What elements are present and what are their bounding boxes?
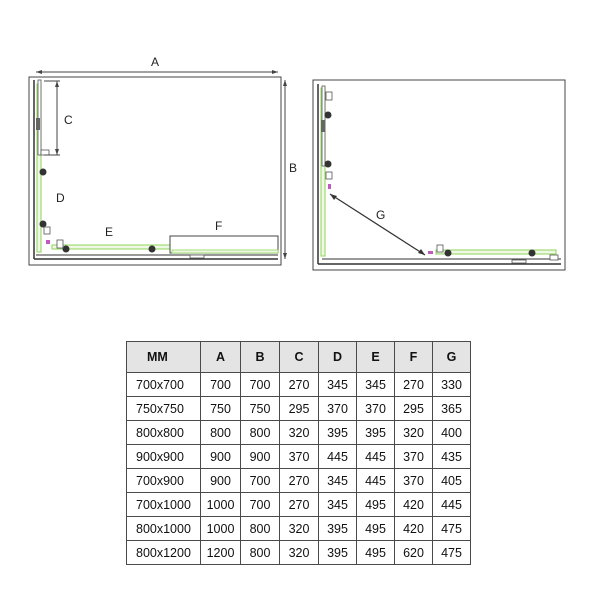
header-e: E — [357, 342, 395, 373]
header-d: D — [319, 342, 357, 373]
roller-left-1 — [40, 169, 47, 176]
cell-g: 475 — [433, 541, 471, 565]
hinge-block-top — [36, 118, 40, 130]
cell-g: 445 — [433, 493, 471, 517]
floor-clip — [190, 255, 204, 258]
dim-g-line — [330, 194, 425, 255]
dim-b-label: B — [289, 161, 298, 175]
cell-d: 345 — [319, 493, 357, 517]
table-row — [127, 541, 471, 565]
right-floor-clip — [512, 260, 526, 263]
table-row — [127, 517, 471, 541]
cell-g: 400 — [433, 421, 471, 445]
cell-size: 800x800 — [127, 421, 201, 445]
cell-a: 900 — [201, 445, 241, 469]
right-end-profile — [550, 255, 558, 260]
cell-a: 900 — [201, 469, 241, 493]
header-g: G — [433, 342, 471, 373]
cell-a: 1000 — [201, 517, 241, 541]
table-row — [127, 445, 471, 469]
dim-a-label: A — [151, 55, 160, 69]
cell-e: 495 — [357, 493, 395, 517]
cell-a: 750 — [201, 397, 241, 421]
cell-c: 320 — [280, 421, 319, 445]
cell-c: 370 — [280, 445, 319, 469]
header-b: B — [241, 342, 280, 373]
cell-size: 900x900 — [127, 445, 201, 469]
cell-size: 700x700 — [127, 373, 201, 397]
dim-c-arrow-top — [55, 81, 59, 87]
dim-c-label: C — [64, 113, 73, 127]
cell-g: 435 — [433, 445, 471, 469]
cell-e: 345 — [357, 373, 395, 397]
cell-f: 370 — [395, 469, 433, 493]
cell-c: 320 — [280, 517, 319, 541]
table-body — [127, 373, 471, 565]
cell-d: 345 — [319, 469, 357, 493]
cell-c: 270 — [280, 469, 319, 493]
dim-g-arrow-end — [418, 249, 425, 255]
right-roller-1 — [325, 112, 332, 119]
dim-f-label: F — [215, 219, 223, 233]
left-wall-profile — [38, 80, 41, 155]
header-mm: MM — [127, 342, 201, 373]
cell-b: 800 — [241, 517, 280, 541]
cell-f: 270 — [395, 373, 433, 397]
cell-g: 365 — [433, 397, 471, 421]
cell-d: 345 — [319, 373, 357, 397]
cell-size: 800x1200 — [127, 541, 201, 565]
pink-marker — [46, 240, 50, 244]
room-outline-right — [313, 80, 565, 270]
dim-d-label: D — [56, 191, 65, 205]
cell-e: 495 — [357, 517, 395, 541]
cell-f: 295 — [395, 397, 433, 421]
header-a: A — [201, 342, 241, 373]
cell-b: 700 — [241, 373, 280, 397]
dimensions-table — [126, 341, 471, 565]
cell-b: 900 — [241, 445, 280, 469]
right-hinge-block — [321, 120, 325, 132]
cell-d: 445 — [319, 445, 357, 469]
dim-a-arrow-right — [272, 70, 278, 74]
dim-g-arrow-start — [330, 194, 337, 200]
cell-size: 750x750 — [127, 397, 201, 421]
roller-bottom-2 — [149, 246, 156, 253]
table-row — [127, 397, 471, 421]
cell-size: 700x900 — [127, 469, 201, 493]
cell-size: 700x1000 — [127, 493, 201, 517]
cell-b: 800 — [241, 421, 280, 445]
cell-c: 320 — [280, 541, 319, 565]
cell-b: 800 — [241, 541, 280, 565]
cell-a: 1200 — [201, 541, 241, 565]
cell-f: 620 — [395, 541, 433, 565]
cell-f: 420 — [395, 517, 433, 541]
right-handle-3 — [437, 245, 443, 252]
table-header-row — [127, 342, 471, 373]
cell-b: 750 — [241, 397, 280, 421]
table-row — [127, 469, 471, 493]
cell-g: 330 — [433, 373, 471, 397]
corner-enclosure-plan — [313, 80, 565, 270]
dim-e-label: E — [105, 225, 114, 239]
right-pink-marker-1 — [328, 184, 331, 189]
cell-d: 395 — [319, 421, 357, 445]
cell-d: 370 — [319, 397, 357, 421]
right-pink-marker-2 — [428, 251, 433, 254]
cell-d: 395 — [319, 517, 357, 541]
cell-c: 270 — [280, 373, 319, 397]
cell-e: 445 — [357, 469, 395, 493]
cell-e: 495 — [357, 541, 395, 565]
right-roller-2 — [325, 161, 332, 168]
cell-e: 395 — [357, 421, 395, 445]
right-bottom-glass — [436, 250, 556, 254]
roller-bottom-1 — [63, 246, 70, 253]
cell-f: 420 — [395, 493, 433, 517]
right-roller-4 — [529, 250, 536, 257]
cell-e: 370 — [357, 397, 395, 421]
table-row — [127, 373, 471, 397]
cell-f: 370 — [395, 445, 433, 469]
cell-a: 800 — [201, 421, 241, 445]
handle-left — [41, 150, 49, 155]
right-handle-1 — [326, 92, 332, 100]
dim-b-arrow-top — [283, 80, 287, 86]
handle-left-2 — [44, 227, 50, 234]
cell-f: 320 — [395, 421, 433, 445]
shower-dimension-diagrams — [0, 0, 600, 290]
table-row — [127, 493, 471, 517]
cell-g: 405 — [433, 469, 471, 493]
cell-d: 395 — [319, 541, 357, 565]
dim-g-label: G — [376, 208, 386, 222]
roller-left-2 — [40, 221, 47, 228]
cell-b: 700 — [241, 469, 280, 493]
dim-b-arrow-bottom — [283, 253, 287, 259]
right-roller-3 — [445, 250, 452, 257]
cell-e: 445 — [357, 445, 395, 469]
dim-c-arrow-bottom — [55, 149, 59, 155]
handle-bottom — [57, 240, 63, 248]
table-row — [127, 421, 471, 445]
fixed-panel-f-glass — [172, 250, 278, 253]
cell-c: 270 — [280, 493, 319, 517]
cell-a: 700 — [201, 373, 241, 397]
cell-g: 475 — [433, 517, 471, 541]
cell-a: 1000 — [201, 493, 241, 517]
header-f: F — [395, 342, 433, 373]
cell-b: 700 — [241, 493, 280, 517]
cell-c: 295 — [280, 397, 319, 421]
right-handle-2 — [326, 172, 332, 179]
rectangular-enclosure-plan — [29, 55, 297, 265]
header-c: C — [280, 342, 319, 373]
dim-a-arrow-left — [36, 70, 42, 74]
cell-size: 800x1000 — [127, 517, 201, 541]
